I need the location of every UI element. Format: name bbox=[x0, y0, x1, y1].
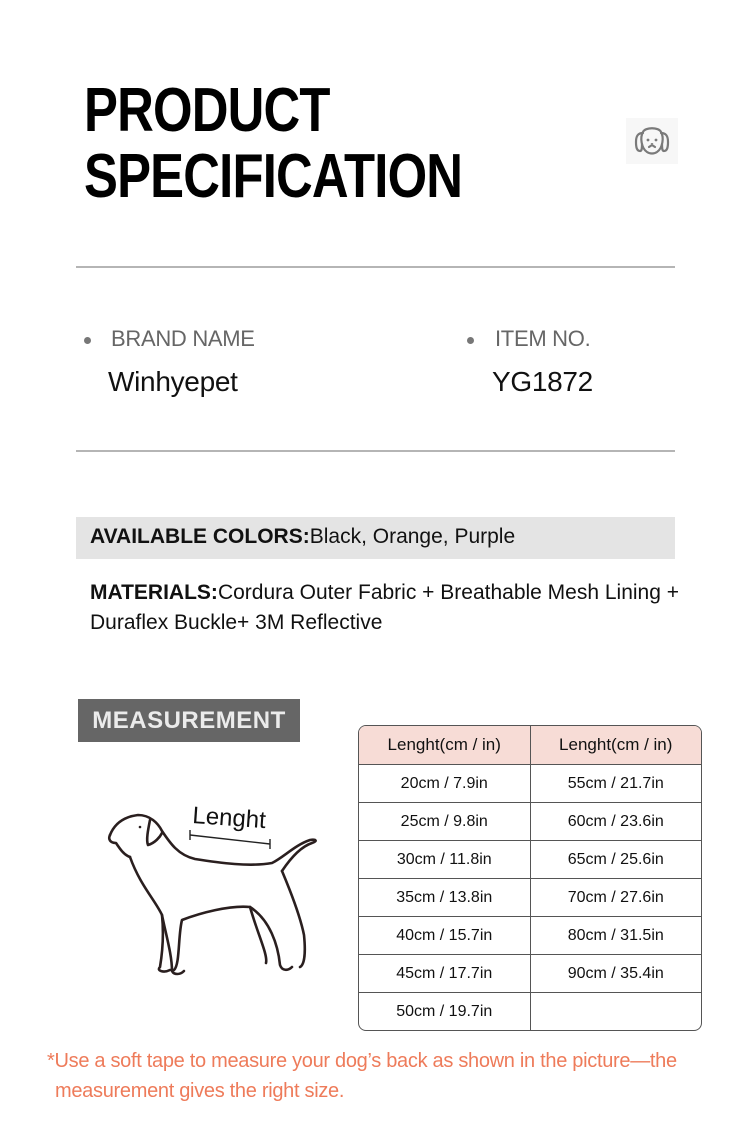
table-cell: 65cm / 25.6in bbox=[530, 841, 701, 879]
table-cell bbox=[530, 993, 701, 1031]
materials-label: MATERIALS: bbox=[90, 581, 218, 604]
bullet-icon bbox=[84, 337, 91, 344]
dog-face-icon bbox=[626, 118, 678, 164]
available-colors-bar bbox=[76, 517, 675, 559]
divider-bottom bbox=[76, 450, 675, 452]
table-cell: 25cm / 9.8in bbox=[359, 803, 530, 841]
page-title bbox=[84, 78, 462, 210]
column-header: Lenght(cm / in) bbox=[530, 726, 701, 765]
note-line-2: measurement gives the right size. bbox=[55, 1080, 345, 1102]
materials-text bbox=[90, 578, 690, 638]
title-line-2: SPECIFICATION bbox=[84, 142, 463, 211]
table-row bbox=[359, 955, 701, 993]
table-cell: 20cm / 7.9in bbox=[359, 765, 530, 803]
dog-measurement-illustration bbox=[100, 795, 325, 980]
title-line-1: PRODUCT bbox=[84, 76, 330, 145]
brand-name-label: BRAND NAME bbox=[111, 326, 255, 351]
table-row bbox=[359, 917, 701, 955]
table-row bbox=[359, 993, 701, 1031]
length-figure-label: Lenght bbox=[191, 802, 267, 835]
table-cell: 55cm / 21.7in bbox=[530, 765, 701, 803]
available-colors-label: AVAILABLE COLORS: bbox=[90, 525, 310, 548]
table-row bbox=[359, 841, 701, 879]
available-colors-value: Black, Orange, Purple bbox=[309, 525, 516, 548]
materials-value: Cordura Outer Fabric + Breathable Mesh Lining + Duraflex Buckle+ 3M Reflective bbox=[90, 581, 680, 634]
divider-top bbox=[76, 266, 675, 268]
table-cell: 30cm / 11.8in bbox=[359, 841, 530, 879]
measurement-tag: MEASUREMENT bbox=[78, 699, 300, 742]
bullet-icon bbox=[467, 337, 474, 344]
table-row bbox=[359, 879, 701, 917]
table-cell: 35cm / 13.8in bbox=[359, 879, 530, 917]
note-line-1: *Use a soft tape to measure your dog’s back as shown in the picture—the bbox=[47, 1050, 677, 1072]
measurement-note bbox=[47, 1046, 727, 1106]
table-header-row bbox=[359, 726, 701, 765]
item-no-value: YG1872 bbox=[492, 366, 593, 397]
table-cell: 50cm / 19.7in bbox=[359, 993, 530, 1031]
size-chart-table bbox=[358, 725, 702, 1031]
table-cell: 90cm / 35.4in bbox=[530, 955, 701, 993]
item-no-label: ITEM NO. bbox=[495, 326, 591, 351]
table-cell: 45cm / 17.7in bbox=[359, 955, 530, 993]
table-cell: 60cm / 23.6in bbox=[530, 803, 701, 841]
table-cell: 70cm / 27.6in bbox=[530, 879, 701, 917]
brand-name-value: Winhyepet bbox=[108, 366, 238, 397]
table-row bbox=[359, 765, 701, 803]
table-cell: 40cm / 15.7in bbox=[359, 917, 530, 955]
table-cell: 80cm / 31.5in bbox=[530, 917, 701, 955]
column-header: Lenght(cm / in) bbox=[359, 726, 530, 765]
table-row bbox=[359, 803, 701, 841]
